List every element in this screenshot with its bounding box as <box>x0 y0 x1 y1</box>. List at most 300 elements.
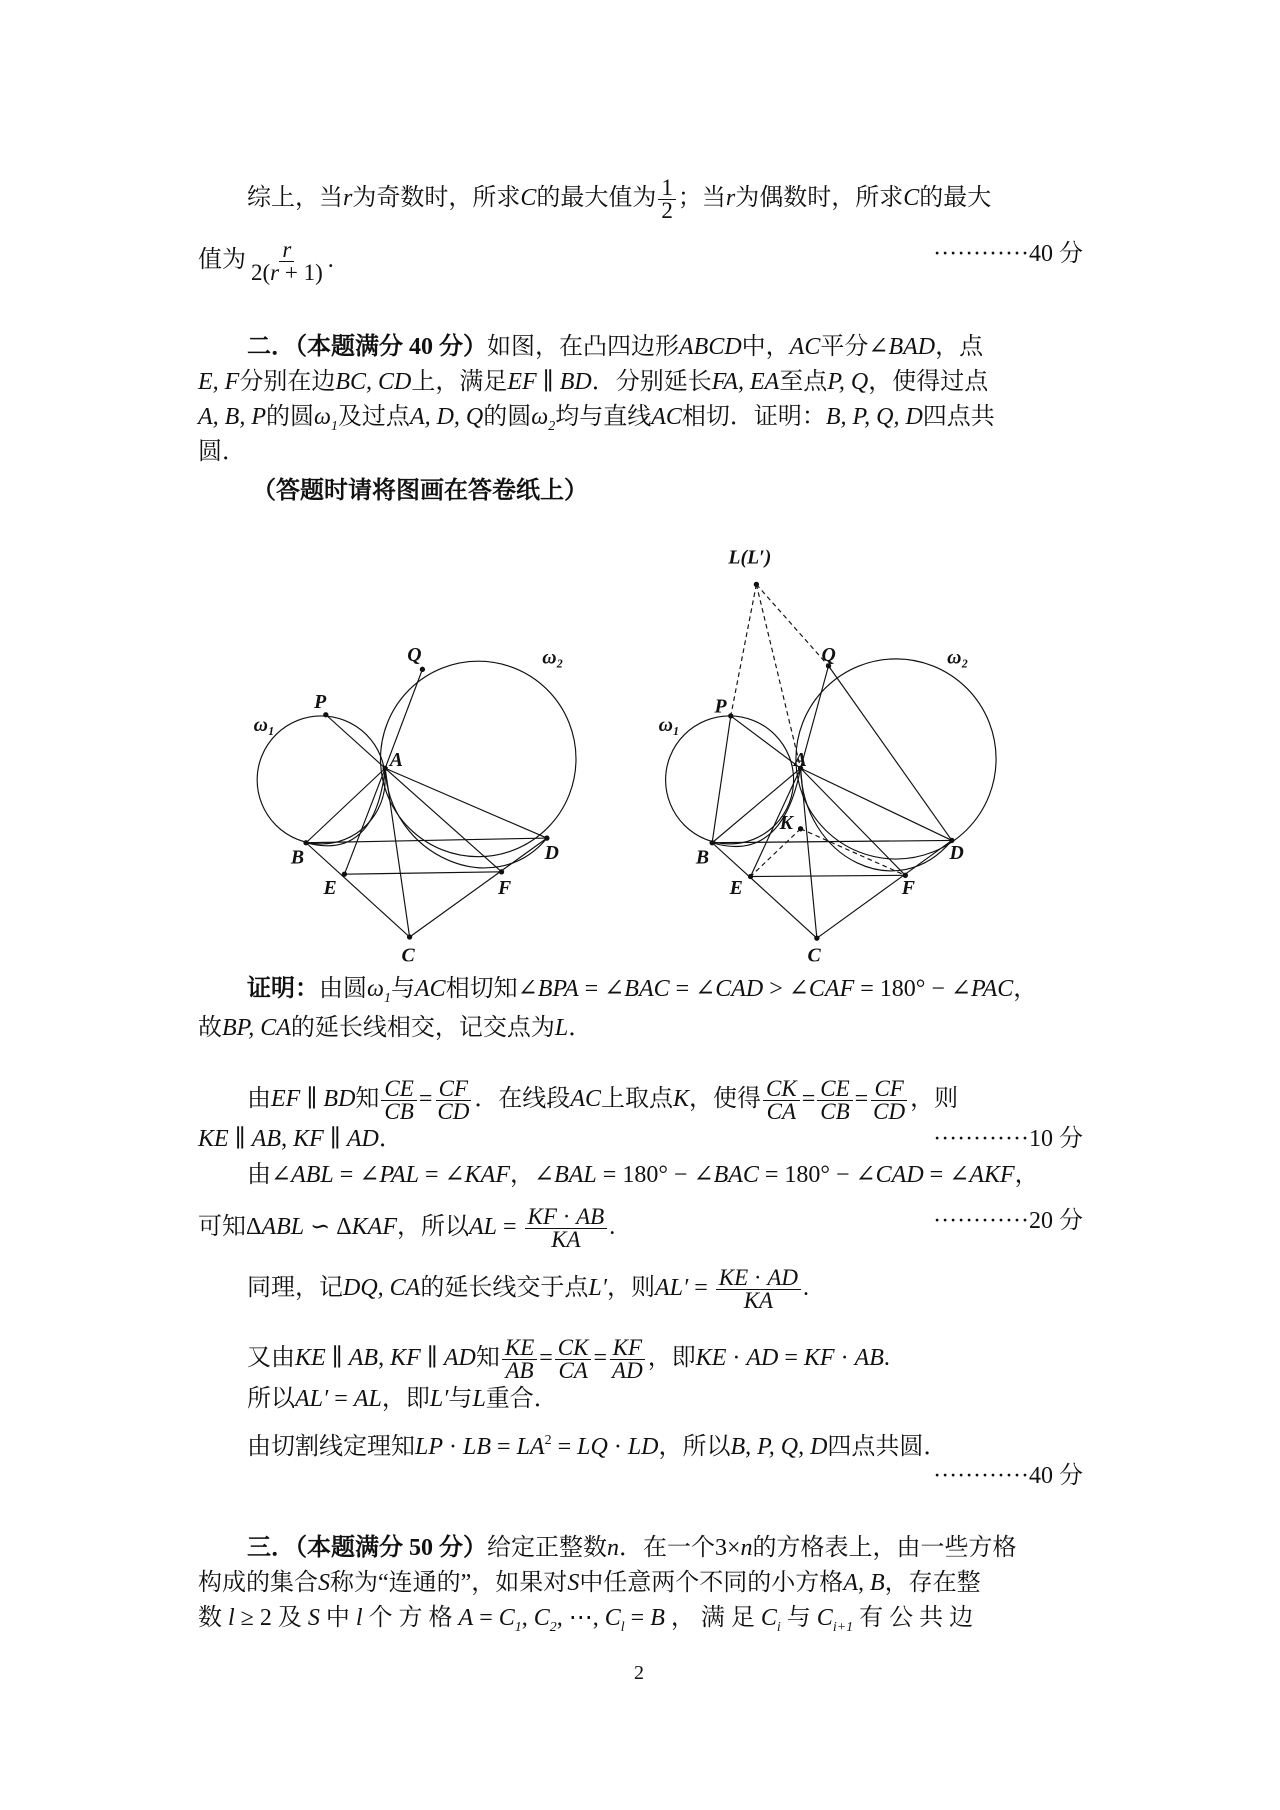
text: ≥ 2 及 <box>234 1605 308 1631</box>
math-text: KE <box>695 1345 727 1372</box>
text: = 180° − ∠ <box>854 976 972 1002</box>
text: 所以 <box>247 1386 295 1412</box>
proof-line-6 <box>198 1204 616 1252</box>
math-text: KF <box>390 1345 421 1372</box>
text: . <box>609 1214 616 1241</box>
math-text: KE <box>718 1265 749 1290</box>
text: ，使得过点 <box>868 369 989 395</box>
point-B <box>304 841 308 845</box>
segment-EF <box>751 875 906 876</box>
math-text: KAF <box>351 1214 397 1241</box>
math-text: KF <box>612 1335 643 1360</box>
math-text: C <box>498 1605 515 1631</box>
proof-line-7 <box>247 1265 809 1313</box>
circle-omega1 <box>257 716 385 844</box>
label-E: E <box>729 876 743 899</box>
math-text: AC <box>789 334 821 360</box>
subscript: 2 <box>548 419 556 434</box>
segment-AD <box>801 768 952 840</box>
math-text: C <box>760 1605 777 1631</box>
figure-right <box>659 546 996 966</box>
dashed-segment-KF <box>801 829 906 876</box>
math-text: BC, CD <box>335 369 412 395</box>
math-text: CD <box>437 1099 470 1124</box>
text: 的延长线交于点 <box>420 1275 589 1302</box>
text: ，所以 <box>396 1214 469 1241</box>
segment-AB <box>306 768 385 842</box>
text: ．在线段 <box>474 1086 571 1113</box>
math-text: B, P, Q, D <box>825 404 923 430</box>
math-text: ABL <box>291 1162 334 1188</box>
denominator <box>555 1360 590 1382</box>
segment-EF <box>344 872 501 874</box>
math-text: EF <box>271 1086 301 1113</box>
segment-AE <box>344 768 385 874</box>
math-text: r <box>343 185 353 212</box>
label-P: P <box>314 690 327 713</box>
figure-left <box>254 644 576 966</box>
label-D: D <box>949 842 964 865</box>
label-A: A <box>793 748 807 771</box>
tangent-arc <box>385 768 547 868</box>
text: 称为“连通的”，如果对 <box>330 1570 568 1596</box>
proof-line-10 <box>247 1426 948 1460</box>
math-text: L <box>472 1386 486 1412</box>
math-text: AL′ <box>654 1275 689 1302</box>
bold-text: 三．（本题满分 50 分） <box>247 1535 487 1561</box>
bold-text: 二．（本题满分 40 分） <box>247 334 487 360</box>
text: ∥ <box>228 1126 252 1152</box>
math-text: B, P, Q, D <box>730 1434 828 1460</box>
label-D: D <box>544 842 559 865</box>
math-text: CB <box>820 1099 850 1124</box>
denominator <box>609 1360 646 1382</box>
math-text: CE <box>384 1076 414 1101</box>
proof-line-5 <box>247 1160 1039 1190</box>
math-text: BAC <box>624 976 670 1002</box>
math-text: KE <box>295 1345 326 1372</box>
text: 构成的集合 <box>198 1570 318 1596</box>
text: ． <box>568 1015 593 1041</box>
circle-omega2 <box>796 659 996 859</box>
math-text: AC <box>414 976 446 1002</box>
math-text: CAD <box>715 976 764 1002</box>
math-text: AD <box>346 1126 379 1152</box>
problem3-line-3 <box>198 1603 973 1633</box>
math-text: KE <box>198 1126 229 1152</box>
math-text: BAC <box>713 1162 759 1188</box>
text: 如图，在凸四边形 <box>487 334 679 360</box>
math-text: L <box>554 1015 569 1041</box>
text: 由圆 <box>319 976 367 1002</box>
math-text: S <box>318 1570 330 1596</box>
math-text: S <box>307 1605 320 1631</box>
segment-PB <box>712 716 731 843</box>
text: + 1) <box>279 260 323 285</box>
text: 的圆 <box>265 404 314 430</box>
text: 上，满足 <box>411 369 508 395</box>
segment-AE <box>751 768 801 876</box>
text: = 180° − ∠ <box>758 1162 876 1188</box>
text: . <box>883 1345 890 1372</box>
text: ，则 <box>910 1086 959 1113</box>
label-P: P <box>714 695 727 718</box>
segment-DC <box>817 840 952 938</box>
text: ，存在整 <box>884 1570 981 1596</box>
text: 故 <box>198 1015 222 1041</box>
text: 同理，记 <box>247 1275 343 1302</box>
text: = <box>624 1605 651 1631</box>
text: = <box>688 1275 714 1302</box>
math-text: CK <box>557 1335 589 1360</box>
subscript: 1 <box>330 419 338 434</box>
math-text: ABCD <box>679 334 742 360</box>
math-text: ω <box>531 404 549 430</box>
text: ， <box>1014 1162 1039 1188</box>
text: 四点共 <box>922 404 995 430</box>
point-A <box>383 766 387 770</box>
text: = ∠ <box>333 1162 380 1188</box>
label-E: E <box>323 876 337 899</box>
text: 中， <box>741 334 790 360</box>
text: 值为 <box>198 247 246 274</box>
math-text: KF <box>293 1126 324 1152</box>
text: 圆． <box>198 439 246 465</box>
proof-line-4 <box>198 1124 403 1154</box>
text: ， 满 足 <box>664 1605 761 1631</box>
text: ，则 <box>606 1275 655 1302</box>
fraction <box>716 1267 801 1312</box>
dashed-segment-KE <box>751 829 801 877</box>
text: ，即 <box>647 1345 696 1372</box>
point-E <box>342 872 346 876</box>
denominator <box>548 1229 583 1251</box>
math-text: AKF <box>969 1162 1015 1188</box>
label-B: B <box>695 846 710 869</box>
text: = ∠ <box>578 976 625 1002</box>
text: 上取点 <box>600 1086 673 1113</box>
math-text: BPA <box>537 976 579 1002</box>
text: 中任意两个不同的小方格 <box>579 1570 844 1596</box>
text: 个 方 格 <box>362 1605 459 1631</box>
problem3-line-2 <box>198 1568 981 1598</box>
math-text: BP, CA <box>222 1015 291 1041</box>
point-D <box>545 836 549 840</box>
label-omega2: ω₂ <box>542 646 564 669</box>
subscript: l <box>620 1620 625 1635</box>
text: ∥ <box>325 1345 349 1372</box>
math-text: AB <box>251 1126 282 1152</box>
math-text: B <box>650 1605 665 1631</box>
text: ，∠ <box>510 1162 555 1188</box>
bold-text: 证明： <box>247 976 319 1002</box>
label-L: L(L′) <box>728 546 772 569</box>
point-P <box>729 714 733 718</box>
label-omega1: ω₁ <box>658 714 680 737</box>
proof-line-8 <box>247 1335 890 1383</box>
text: 的方格表上，由一些方格 <box>752 1535 1017 1561</box>
point-Q <box>420 667 424 671</box>
fraction <box>555 1337 592 1382</box>
text: ∥ <box>420 1345 444 1372</box>
numerator <box>716 1267 801 1290</box>
score-40: ············40 分 <box>933 241 1083 267</box>
math-text: C <box>533 1605 550 1631</box>
segment-BC <box>306 843 410 937</box>
text: 综上，当 <box>247 185 343 212</box>
circle-omega2 <box>381 661 576 856</box>
fraction <box>817 1078 852 1123</box>
math-text: A, B, P <box>198 404 266 430</box>
text: · <box>607 1434 628 1460</box>
text: · <box>726 1345 747 1372</box>
math-text: AC <box>651 404 682 430</box>
text: ， <box>1013 976 1038 1002</box>
text: 为奇数时，所求 <box>352 185 521 212</box>
math-text: KF <box>803 1345 835 1372</box>
denominator <box>764 1101 799 1123</box>
text: , <box>281 1126 294 1152</box>
math-text: AD <box>767 1265 798 1290</box>
label-Q: Q <box>821 644 836 667</box>
fraction <box>525 1206 608 1251</box>
subscript: i <box>776 1620 781 1635</box>
math-text: ω <box>313 404 331 430</box>
math-text: KE <box>504 1335 535 1360</box>
text: · <box>834 1345 855 1372</box>
numerator <box>502 1337 537 1360</box>
text: ． <box>378 1126 403 1152</box>
text: 相切．证明： <box>681 404 826 430</box>
denominator <box>434 1101 472 1123</box>
subscript: 2 <box>549 1620 557 1635</box>
point-F <box>499 870 503 874</box>
segment-AC <box>385 768 409 937</box>
text: , <box>378 1345 391 1372</box>
text: 与 <box>448 1386 473 1412</box>
math-text: AD <box>443 1345 476 1372</box>
math-text: l <box>355 1605 363 1631</box>
text: 分别在边 <box>239 369 336 395</box>
text: 四点共圆． <box>827 1434 948 1460</box>
denominator <box>381 1101 416 1123</box>
math-text: LD <box>627 1434 659 1460</box>
fraction <box>763 1078 800 1123</box>
text: · <box>748 1265 768 1290</box>
text: = <box>328 1386 354 1412</box>
math-text: L′ <box>588 1275 607 1302</box>
math-text: AC <box>570 1086 601 1113</box>
math-text: C <box>816 1605 833 1631</box>
text: 与 <box>390 976 415 1002</box>
math-text: E, F <box>198 369 240 395</box>
math-text: L′ <box>429 1386 449 1412</box>
proof-line-2 <box>198 1013 592 1043</box>
math-text: LB <box>463 1434 492 1460</box>
math-text: AB <box>576 1204 605 1229</box>
dashed-segment-LP <box>731 584 757 715</box>
text: 的最大值为 <box>536 185 657 212</box>
proof-line-9 <box>247 1384 558 1414</box>
math-text: r <box>270 260 280 285</box>
math-text: CA <box>766 1099 797 1124</box>
text: 与 <box>780 1605 817 1631</box>
segment-AF <box>801 768 906 875</box>
tangent-arc <box>801 768 952 871</box>
math-text: A <box>458 1605 474 1631</box>
math-text: PAL <box>379 1162 420 1188</box>
proof-line-3 <box>247 1076 959 1124</box>
math-text: KAF <box>464 1162 510 1188</box>
label-C: C <box>807 944 821 967</box>
text: = ∠ <box>669 976 716 1002</box>
text: 由∠ <box>247 1162 292 1188</box>
text: 为偶数时，所求 <box>735 185 904 212</box>
text: = <box>473 1605 499 1631</box>
text: 的最大 <box>919 185 992 212</box>
math-text: KA <box>551 1227 581 1252</box>
math-text: CK <box>766 1076 797 1101</box>
math-text: EF <box>507 369 537 395</box>
math-text: LQ <box>577 1434 608 1460</box>
numerator <box>610 1337 645 1360</box>
math-text: r <box>282 237 292 262</box>
point-E <box>748 874 752 878</box>
text: 1 <box>661 175 673 200</box>
math-text: AL′ <box>295 1386 329 1412</box>
math-text: CF <box>874 1076 904 1101</box>
text: = ∠ <box>923 1162 970 1188</box>
math-text: C <box>604 1605 621 1631</box>
math-text: AD <box>746 1345 779 1372</box>
text: , ⋯, <box>556 1605 605 1631</box>
numerator <box>555 1337 592 1360</box>
math-text: PAC <box>971 976 1014 1002</box>
text: ．在一个3× <box>619 1535 741 1561</box>
point-C <box>408 935 412 939</box>
text: 又由 <box>247 1345 295 1372</box>
text: = ∠ <box>419 1162 465 1188</box>
label-C: C <box>401 944 415 967</box>
math-text: LA <box>516 1434 545 1460</box>
denominator <box>817 1101 852 1123</box>
text: 及过点 <box>337 404 410 430</box>
fraction <box>502 1337 537 1382</box>
bold-text: （答题时请将图画在答卷纸上） <box>252 478 588 504</box>
score-40-final: ············40 分 <box>933 1463 1083 1489</box>
text: , <box>521 1605 534 1631</box>
text: ，所以 <box>658 1434 731 1460</box>
math-text: n <box>740 1535 753 1561</box>
point-L <box>754 582 758 586</box>
text: 的延长线相交，记交点为 <box>290 1015 555 1041</box>
math-text: C <box>903 185 920 212</box>
math-text: BAL <box>554 1162 597 1188</box>
text: ；当 <box>677 185 726 212</box>
math-text: A, B <box>843 1570 885 1596</box>
text: ∽ Δ <box>304 1214 352 1241</box>
text: . <box>803 1275 809 1302</box>
text: 至点 <box>779 369 828 395</box>
text: 2( <box>251 260 271 285</box>
text: 知 <box>355 1086 380 1113</box>
math-text: l <box>228 1605 235 1631</box>
math-text: K <box>672 1086 689 1113</box>
point-C <box>815 936 819 940</box>
text: = <box>497 1214 523 1241</box>
segment-BC <box>712 843 817 938</box>
numerator <box>525 1206 608 1229</box>
label-A: A <box>389 748 404 771</box>
math-text: ABL <box>261 1214 305 1241</box>
math-text: BD <box>323 1086 356 1113</box>
math-text: CE <box>820 1076 850 1101</box>
text: 2 <box>661 198 673 223</box>
segment-PA <box>731 716 801 768</box>
text: 的圆 <box>483 404 532 430</box>
math-text: BAD <box>888 334 936 360</box>
text: ，使得 <box>689 1086 761 1113</box>
math-text: CB <box>384 1099 414 1124</box>
point-K <box>798 827 802 831</box>
numerator <box>436 1078 471 1101</box>
text: 数 <box>198 1605 228 1631</box>
text: 重合． <box>485 1386 558 1412</box>
text: = <box>491 1434 517 1460</box>
math-text: CAF <box>808 976 855 1002</box>
numerator <box>763 1078 800 1101</box>
math-text: r <box>725 185 736 212</box>
label-F: F <box>498 876 512 899</box>
text: . <box>327 247 334 274</box>
numerator <box>871 1078 906 1101</box>
text: ．分别延长 <box>591 369 712 395</box>
score-10: ············10 分 <box>933 1126 1083 1152</box>
math-text: n <box>607 1535 619 1561</box>
text: = <box>778 1345 804 1372</box>
text: 相切知∠ <box>445 976 538 1002</box>
text: = <box>854 1086 869 1113</box>
denominator <box>870 1101 908 1123</box>
label-K: K <box>779 811 793 834</box>
proof-line-1 <box>247 974 1037 1004</box>
math-text: CF <box>438 1076 469 1101</box>
math-text: A, D, Q <box>409 404 484 430</box>
denominator <box>503 1360 537 1382</box>
subscript: 1 <box>514 1620 522 1635</box>
math-text: KF <box>527 1204 557 1229</box>
point-P <box>324 713 328 717</box>
math-text: FA, EA <box>711 369 780 395</box>
segment-QD <box>829 666 952 841</box>
math-text: LP <box>415 1434 444 1460</box>
text: 有 公 共 边 <box>853 1605 974 1631</box>
text: · <box>556 1204 577 1229</box>
problem3-line-1 <box>247 1533 1017 1563</box>
math-text: CA <box>558 1358 588 1383</box>
label-omega1: ω₁ <box>253 714 275 737</box>
math-text: CD <box>873 1099 906 1124</box>
subscript: 1 <box>383 991 391 1006</box>
math-text: S <box>567 1570 580 1596</box>
text: = <box>418 1086 433 1113</box>
dashed-segment-LQ <box>756 584 828 665</box>
numerator <box>381 1078 416 1101</box>
math-text: AD <box>612 1358 643 1383</box>
numerator <box>817 1078 852 1101</box>
text: 中 <box>319 1605 356 1631</box>
math-text: KA <box>743 1288 774 1313</box>
